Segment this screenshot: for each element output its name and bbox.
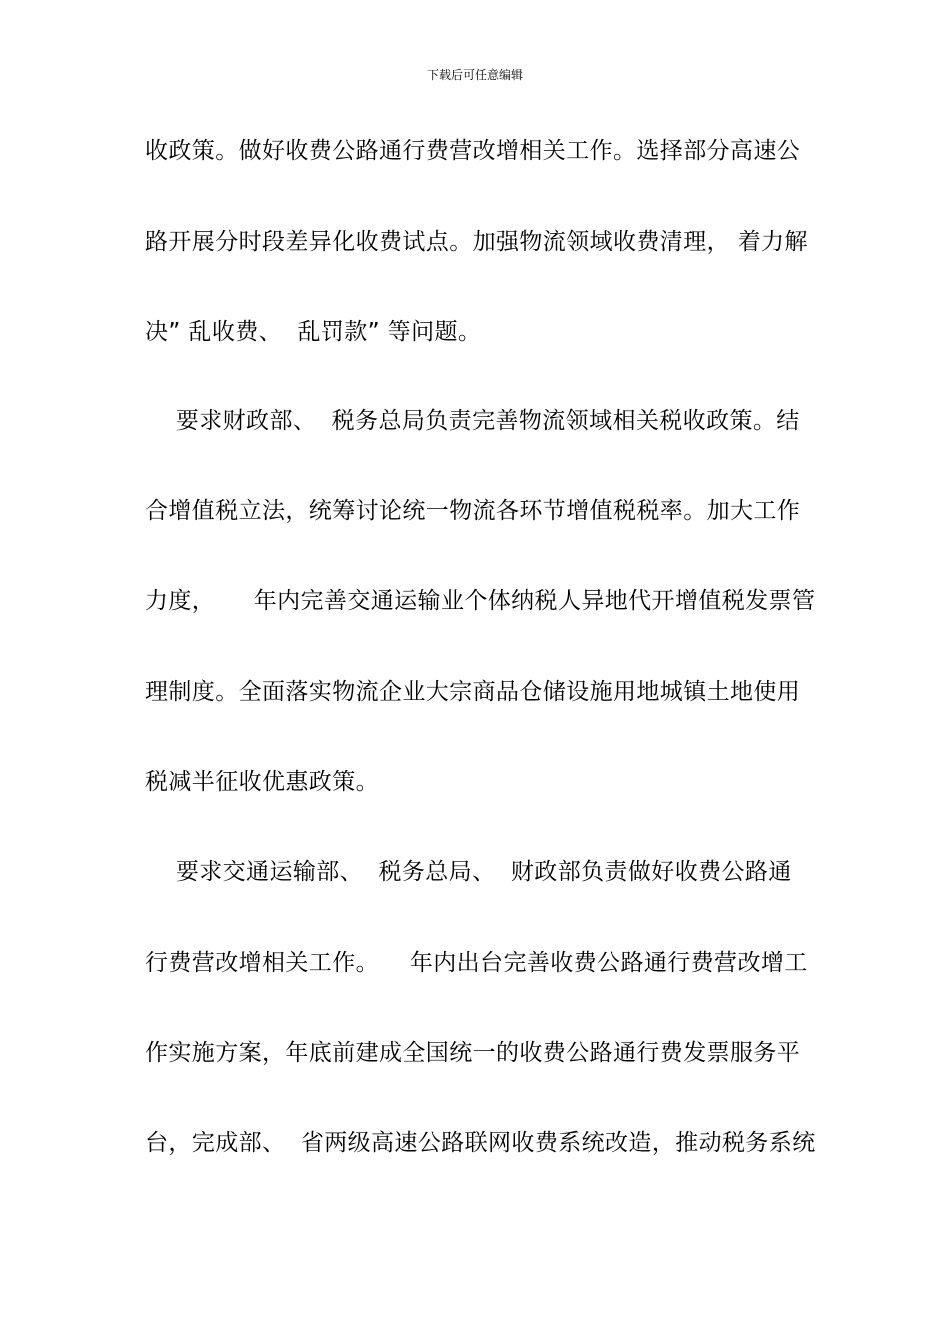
- body-line: 理制度。全面落实物流企业大宗商品仓储设施用地城镇土地使用: [145, 679, 801, 705]
- body-line: 行费营改增相关工作。 年内出台完善收费公路通行费营改增工: [145, 950, 808, 976]
- body-line: 作实施方案，年底前建成全国统一的收费公路通行费发票服务平: [145, 1040, 801, 1066]
- body-line: 决” 乱收费、 乱罚款” 等问题。: [145, 319, 482, 345]
- body-line: 台，完成部、 省两级高速公路联网收费系统改造，推动税务系统: [145, 1130, 816, 1156]
- body-line: 要求财政部、 税务总局负责完善物流领域相关税收政策。结: [145, 408, 800, 434]
- body-line: 合增值税立法，统筹讨论统一物流各环节增值税税率。加大工作: [145, 498, 801, 524]
- body-line: 收政策。做好收费公路通行费营改增相关工作。选择部分高速公: [145, 138, 801, 164]
- body-line: 税减半征收优惠政策。: [145, 769, 379, 795]
- page-header: 下载后可任意编辑: [426, 68, 523, 82]
- body-line: 路开展分时段差异化收费试点。加强物流领域收费清理， 着力解: [145, 229, 808, 255]
- body-line: 要求交通运输部、 税务总局、 财政部负责做好收费公路通: [145, 859, 792, 885]
- body-line: 力度， 年内完善交通运输业个体纳税人异地代开增值税发票管: [145, 588, 816, 614]
